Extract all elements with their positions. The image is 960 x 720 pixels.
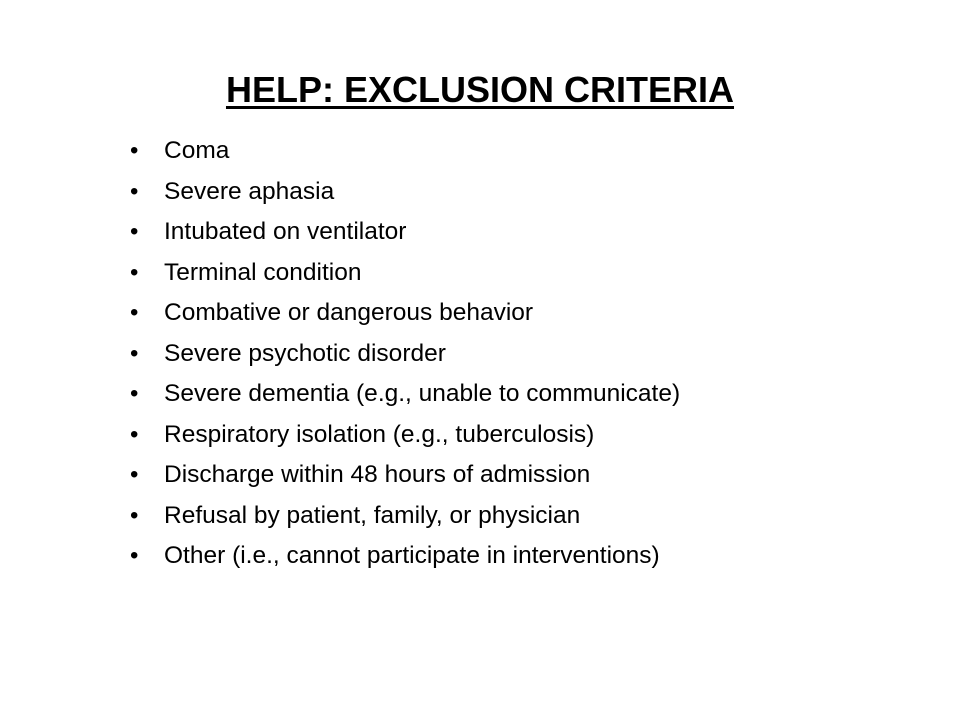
bullet-icon: • — [130, 177, 139, 205]
bullet-icon: • — [130, 299, 139, 326]
list-item — [130, 334, 680, 375]
slide-title: HELP: EXCLUSION CRITERIA — [225, 69, 735, 110]
list-item-text: Severe dementia (e.g., unable to communicate) — [164, 380, 681, 407]
list-item-text: Terminal condition — [164, 258, 362, 286]
list-item — [130, 455, 680, 496]
list-item — [130, 496, 680, 537]
list-item-text: Coma — [164, 137, 230, 164]
list-item-text: Respiratory isolation (e.g., tuberculosis) — [164, 420, 595, 448]
list-item — [130, 131, 680, 172]
bullet-icon: • — [130, 218, 139, 245]
bullet-icon: • — [130, 420, 139, 448]
list-item — [130, 212, 680, 253]
list-item-text: Other (i.e., cannot participate in interventions) — [164, 542, 660, 569]
list-item — [130, 293, 680, 334]
list-item — [130, 415, 680, 456]
bullet-icon: • — [130, 137, 139, 164]
list-item-text: Severe aphasia — [164, 177, 335, 205]
list-item-text: Combative or dangerous behavior — [164, 299, 534, 326]
list-item — [130, 172, 680, 213]
list-item-text: Severe psychotic disorder — [164, 339, 446, 367]
list-item — [130, 536, 680, 577]
exclusion-criteria-list — [130, 131, 680, 577]
bullet-icon: • — [130, 461, 139, 488]
list-item-text: Discharge within 48 hours of admission — [164, 461, 591, 488]
bullet-icon: • — [130, 258, 139, 286]
bullet-icon: • — [130, 380, 139, 407]
list-item-text: Refusal by patient, family, or physician — [164, 501, 581, 529]
list-item — [130, 253, 680, 294]
list-item — [130, 374, 680, 415]
bullet-icon: • — [130, 501, 139, 529]
list-item-text: Intubated on ventilator — [164, 218, 407, 245]
bullet-icon: • — [130, 339, 139, 367]
bullet-icon: • — [130, 542, 139, 569]
